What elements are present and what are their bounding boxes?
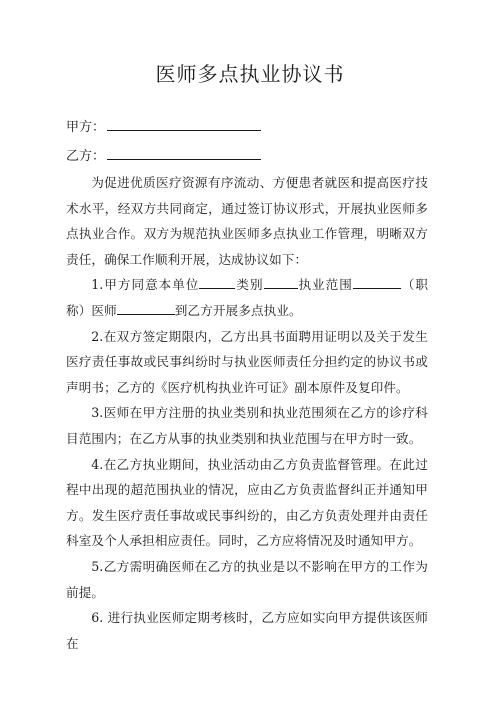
unit-blank (199, 274, 235, 289)
clause-1-text-5: 到乙方开展多点执业。 (174, 302, 302, 318)
clause-1-text-2: 类别 (235, 277, 264, 293)
clause-1-text-4: （职称）医师 (66, 277, 429, 318)
party-a-line (66, 116, 261, 138)
clause-6: 6. 进行执业医师定期考核时，乙方应如实向甲方提供该医师在 (66, 610, 428, 651)
clause-1-text-1: 1.甲方同意本单位 (91, 277, 200, 293)
party-b-line (66, 145, 261, 167)
clause-1-text-3: 执业范围 (297, 277, 353, 293)
clause-1 (66, 272, 428, 323)
document-title: 医师多点执业协议书 (155, 62, 345, 86)
scope-blank (353, 274, 401, 289)
party-a-label: 甲方： (66, 120, 106, 135)
clause-5: 5.乙方需明确医师在乙方的执业是以不影响在甲方的工作为前提。 (66, 558, 428, 600)
intro-paragraph: 为促进优质医疗资源有序流动、方便患者就医和提高医疗技术水平，经双方共同商定，通过签订协议形式，开展执业医师多点执业合作。双方为规范执业医师多点执业工作管理，明晰双方责任，确保工作顺利开展，达成协议如下： (66, 175, 428, 267)
agreement-body (66, 170, 428, 656)
party-a-blank (107, 116, 261, 131)
clause-3: 3.医师在甲方注册的执业类别和执业范围须在乙方的诊疗科目范围内；在乙方从事的执业类别和执业范围与在甲方时一致。 (66, 405, 428, 446)
category-blank (264, 274, 298, 289)
doctor-name-blank (117, 300, 175, 315)
clause-2: 2.在双方签定期限内，乙方出具书面聘用证明以及关于发生医疗责任事故或民事纠纷时与执业医师责任分担约定的协议书或声明书；乙方的《医疗机构执业许可证》副本原件及复印件。 (66, 328, 428, 395)
clause-4: 4.在乙方执业期间，执业活动由乙方负责监督管理。在此过程中出现的超范围执业的情况，应由乙方负责监督纠正并通知甲方。发生医疗责任事故或民事纠纷的，由乙方负责处理并由责任科室及个人承担相应责任。同时，乙方应将情况及时通知甲方。 (66, 456, 428, 549)
party-b-blank (107, 145, 261, 160)
party-b-label: 乙方： (66, 149, 106, 164)
